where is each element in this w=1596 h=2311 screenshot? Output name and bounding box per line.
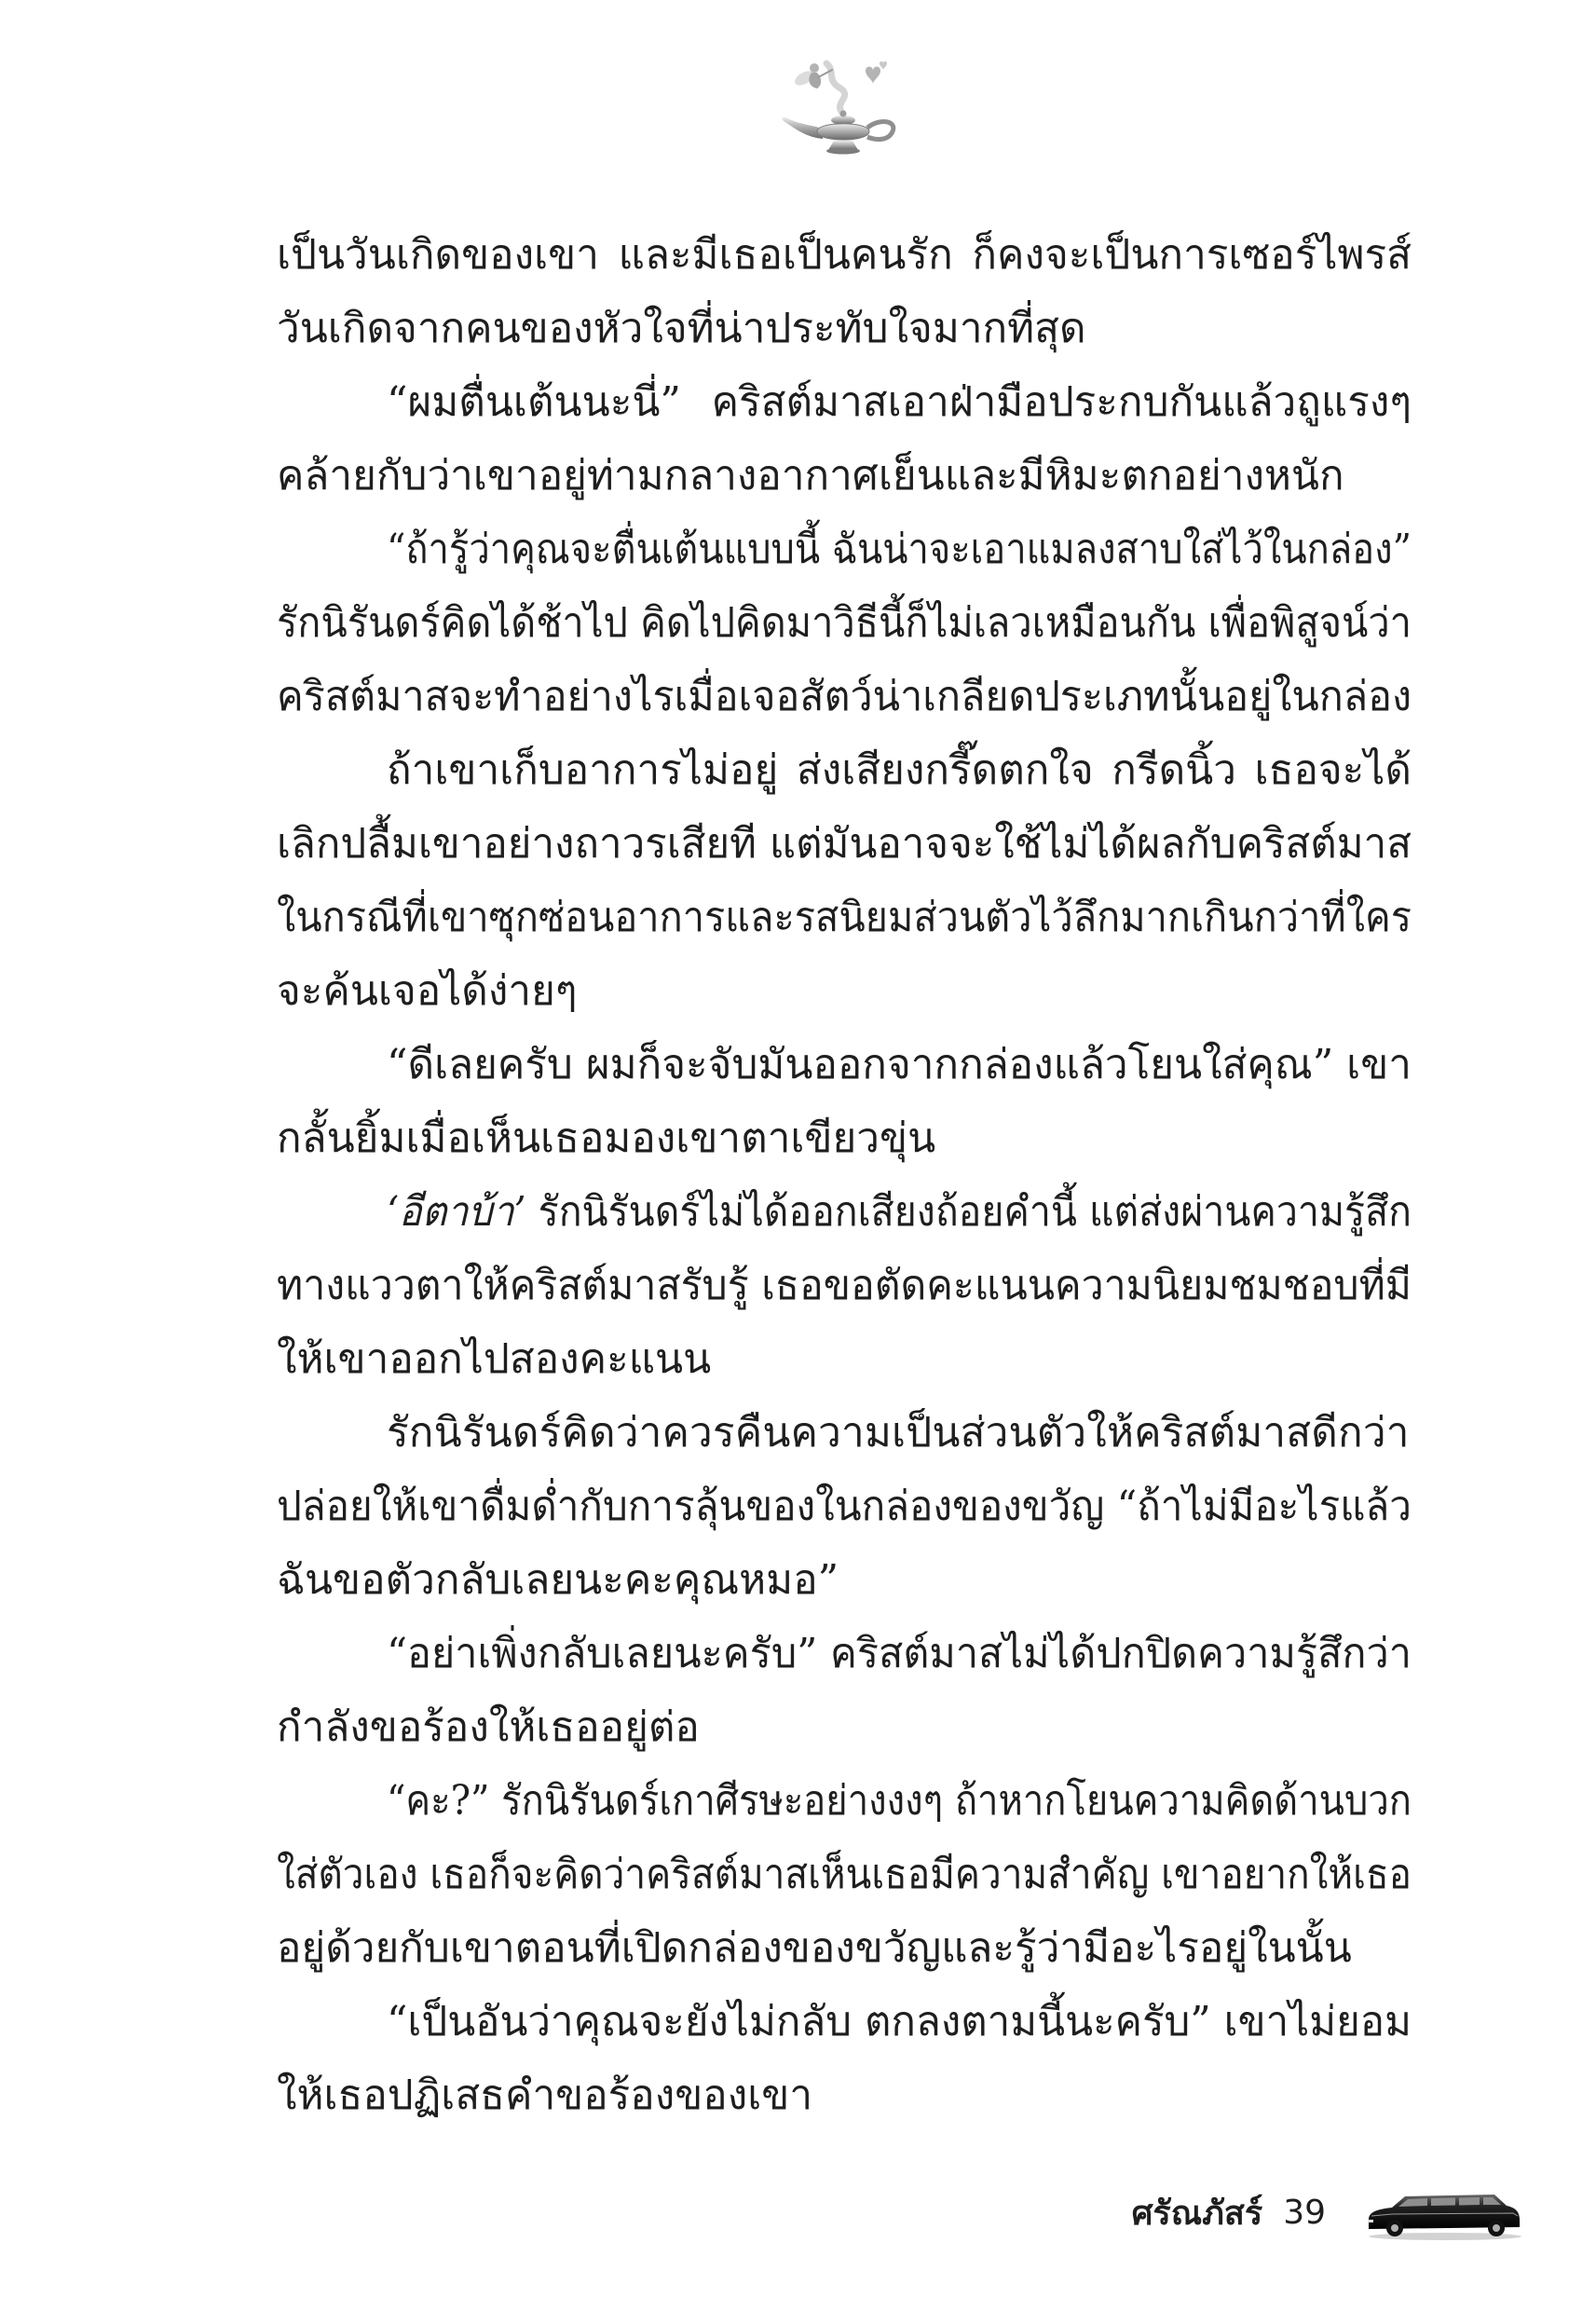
line-text: คล้ายกับว่าเขาอยู่ท่ามกลางอากาศเย็นและมีหิมะตกอย่างหนัก xyxy=(277,452,1344,499)
line-text: คริสต์มาสจะทำอย่างไรเมื่อเจอสัตว์น่าเกลียดประเภทนั้นอยู่ในกล่อง xyxy=(277,673,1412,720)
line-text: เลิกปลื้มเขาอย่างถาวรเสียที แต่มันอาจจะใช้ไม่ได้ผลกับคริสต์มาส xyxy=(277,820,1412,868)
line-text: ในกรณีที่เขาซุกซ่อนอาการและรสนิยมส่วนตัวไว้ลึกมากเกินกว่าที่ใคร xyxy=(277,894,1412,941)
footer-car xyxy=(1364,2184,1524,2242)
line-text: กลั้นยิ้มเมื่อเห็นเธอมองเขาตาเขียวขุ่น xyxy=(277,1114,936,1162)
text-line xyxy=(277,1470,1412,1543)
paragraph xyxy=(277,218,1412,365)
text-line xyxy=(277,1838,1412,1911)
line-text: ให้เขาออกไปสองคะแนน xyxy=(277,1335,712,1383)
line-text: วันเกิดจากคนของหัวใจที่น่าประทับใจมากที่สุด xyxy=(277,305,1086,352)
line-text: ทางแววตาให้คริสต์มาสรับรู้ เธอขอตัดคะแนนความนิยมชมชอบที่มี xyxy=(277,1262,1412,1309)
line-text: รักนิรันดร์ไม่ได้ออกเสียงถ้อยคำนี้ แต่ส่งผ่านความรู้สึก xyxy=(538,1188,1412,1236)
line-text: เป็นวันเกิดของเขา และมีเธอเป็นคนรัก ก็คงจะเป็นการเซอร์ไพรส์ xyxy=(277,231,1412,279)
text-line xyxy=(387,1764,1412,1838)
line-text: กำลังขอร้องให้เธออยู่ต่อ xyxy=(277,1703,700,1751)
line-text: รักนิรันดร์คิดได้ช้าไป คิดไปคิดมาวิธีนี้ก็ไม่เลวเหมือนกัน เพื่อพิสูจน์ว่า xyxy=(277,599,1412,647)
text-line xyxy=(277,2058,1412,2132)
text-line xyxy=(277,1101,1412,1175)
line-text: “คะ?” รักนิรันดร์เกาศีรษะอย่างงงๆ ถ้าหากโยนความคิดด้านบวก xyxy=(387,1777,1412,1825)
text-line xyxy=(387,365,1412,439)
line-text: อยู่ด้วยกับเขาตอนที่เปิดกล่องของขวัญและรู้ว่ามีอะไรอยู่ในนั้น xyxy=(277,1924,1352,1972)
header-ornament xyxy=(776,56,903,160)
text-line xyxy=(277,292,1412,365)
line-text: ฉันขอตัวกลับเลยนะคะคุณหมอ” xyxy=(277,1556,839,1604)
paragraph xyxy=(277,365,1412,513)
line-text: ให้เธอปฏิเสธคำขอร้องของเขา xyxy=(277,2072,813,2119)
limousine-icon xyxy=(1364,2184,1524,2242)
text-line xyxy=(387,1396,1412,1470)
line-text: “ถ้ารู้ว่าคุณจะตื่นเต้นแบบนี้ ฉันน่าจะเอาแมลงสาบใส่ไว้ในกล่อง” xyxy=(387,526,1412,573)
text-line xyxy=(387,513,1412,586)
text-line xyxy=(277,1322,1412,1396)
text-line xyxy=(387,1175,1412,1249)
author-name: ศรัณภัสร์ xyxy=(1131,2194,1263,2233)
text-line xyxy=(277,881,1412,954)
paragraph xyxy=(277,1617,1412,1764)
line-text-wrapper xyxy=(387,1175,1412,1249)
page-footer xyxy=(1132,2188,1326,2236)
text-line xyxy=(277,1543,1412,1617)
text-line xyxy=(277,660,1412,733)
line-text: จะค้นเจอได้ง่ายๆ xyxy=(277,967,578,1015)
line-text: ปล่อยให้เขาดื่มด่ำกับการลุ้นของในกล่องของขวัญ “ถ้าไม่มีอะไรแล้ว xyxy=(277,1483,1412,1530)
genie-lamp-icon xyxy=(776,56,903,160)
line-text: “อย่าเพิ่งกลับเลยนะครับ” คริสต์มาสไม่ได้ปกปิดความรู้สึกว่า xyxy=(387,1630,1412,1677)
text-line xyxy=(277,1911,1412,1985)
paragraph xyxy=(277,1028,1412,1175)
paragraph xyxy=(277,1985,1412,2132)
text-line xyxy=(277,1690,1412,1764)
line-text: รักนิรันดร์คิดว่าควรคืนความเป็นส่วนตัวให้คริสต์มาสดีกว่า xyxy=(387,1409,1410,1456)
text-line xyxy=(387,1985,1412,2058)
text-line xyxy=(387,1028,1412,1101)
text-line xyxy=(277,954,1412,1028)
text-line xyxy=(277,1249,1412,1322)
emphasis-text: ‘อีตาบ้า’ xyxy=(387,1188,526,1236)
paragraph xyxy=(277,513,1412,733)
line-text: “ดีเลยครับ ผมก็จะจับมันออกจากกล่องแล้วโยนใส่คุณ” เขา xyxy=(387,1041,1412,1088)
text-line xyxy=(277,586,1412,660)
text-line xyxy=(277,807,1412,881)
line-text: ใส่ตัวเอง เธอก็จะคิดว่าคริสต์มาสเห็นเธอมีความสำคัญ เขาอยากให้เธอ xyxy=(277,1851,1412,1898)
body-text xyxy=(277,218,1412,2132)
line-text: “ผมตื่นเต้นนะนี่” คริสต์มาสเอาฝ่ามือประกบกันแล้วถูแรงๆ xyxy=(387,378,1412,426)
paragraph xyxy=(277,1175,1412,1396)
paragraph xyxy=(277,733,1412,1028)
paragraph xyxy=(277,1764,1412,1985)
text-line xyxy=(387,733,1412,807)
page-number: 39 xyxy=(1283,2193,1326,2232)
text-line xyxy=(387,1617,1412,1690)
paragraph xyxy=(277,1396,1412,1617)
line-text: ถ้าเขาเก็บอาการไม่อยู่ ส่งเสียงกรี๊ดตกใจ กรีดนิ้ว เธอจะได้ xyxy=(387,746,1412,794)
line-text: “เป็นอันว่าคุณจะยังไม่กลับ ตกลงตามนี้นะครับ” เขาไม่ยอม xyxy=(387,1998,1412,2045)
text-line xyxy=(277,439,1412,513)
text-line xyxy=(277,218,1412,292)
